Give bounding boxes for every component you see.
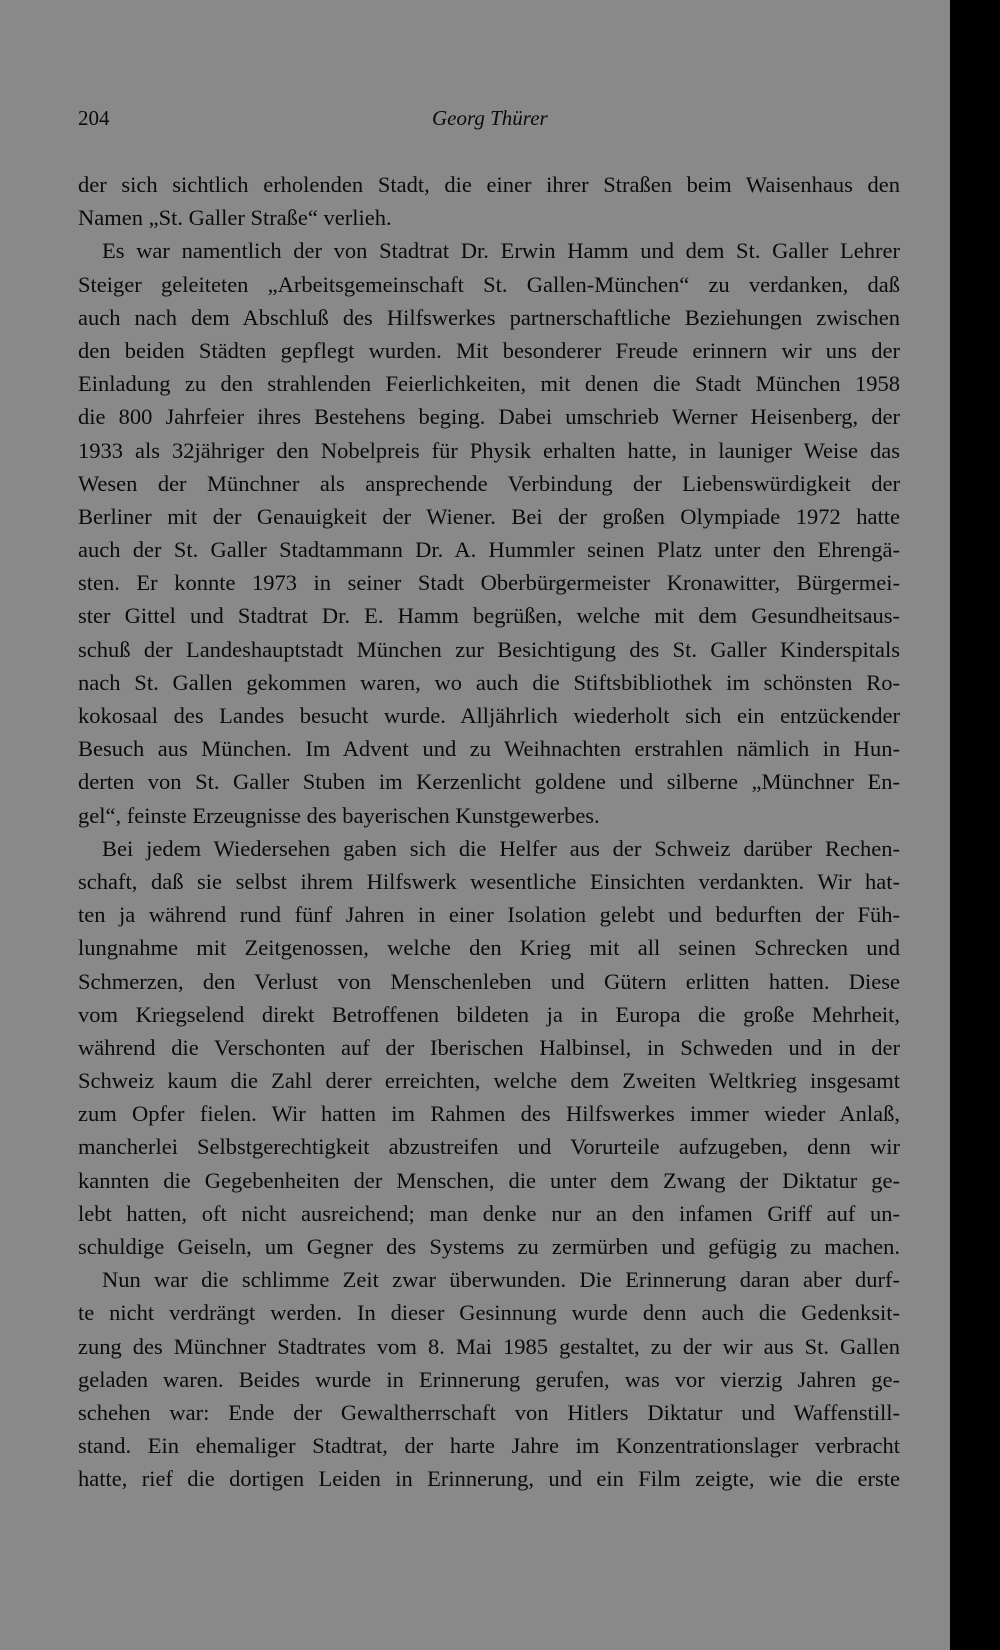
text-line: der sich sichtlich erholenden Stadt, die einer ihrer Straßen beim Waisenhaus den [78,172,900,197]
text-line: sten. Er konnte 1973 in seiner Stadt Oberbürgermeister Kronawitter, Bürgermei- [78,570,900,596]
text-line: Wesen der Münchner als ansprechende Verbindung der Liebenswürdigkeit der [78,470,900,496]
text-line: hatte, rief die dortigen Leiden in Erinnerung, und ein Film zeigte, wie die erste [78,1466,900,1492]
text-line: Einladung zu den strahlenden Feierlichkeiten, mit denen die Stadt München 1958 [78,371,900,397]
text-line: schuß der Landeshauptstadt München zur Besichtigung des St. Galler Kinderspitals [78,636,900,662]
text-line: ten ja während rund fünf Jahren in einer Isolation gelebt und bedurften der Füh- [78,902,900,928]
text-line: derten von St. Galler Stuben im Kerzenlicht goldene und silberne „Münchner En- [78,769,900,795]
text-line: mancherlei Selbstgerechtigkeit abzustreifen und Vorurteile aufzugeben, denn wir [78,1134,900,1160]
text-line: ster Gittel und Stadtrat Dr. E. Hamm begrüßen, welche mit dem Gesundheitsaus- [78,603,900,629]
text-line: Schweiz kaum die Zahl derer erreichten, welche dem Zweiten Weltkrieg insgesamt [78,1068,900,1094]
text-line: auch der St. Galler Stadtammann Dr. A. Hummler seinen Platz unter den Ehrengä- [78,537,900,563]
text-line: stand. Ein ehemaliger Stadtrat, der harte Jahre im Konzentrationslager verbracht [78,1433,900,1459]
text-line: Steiger geleiteten „Arbeitsgemeinschaft St. Gallen-München“ zu verdanken, daß [78,271,900,297]
text-line: te nicht verdrängt werden. In dieser Gesinnung wurde denn auch die Gedenksit- [78,1300,900,1326]
text-line: vom Kriegselend direkt Betroffenen bildeten ja in Europa die große Mehrheit, [78,1001,900,1027]
text-line: die 800 Jahrfeier ihres Bestehens beging. Dabei umschrieb Werner Heisenberg, der [78,404,900,430]
text-line: 1933 als 32jähriger den Nobelpreis für Physik erhalten hatte, in launiger Weise das [78,437,900,463]
text-line: kokosaal des Landes besucht wurde. Alljährlich wiederholt sich ein entzückender [78,703,900,728]
text-line: gel“, feinste Erzeugnisse des bayerischen Kunstgewerbes. [78,802,600,828]
text-line: Schmerzen, den Verlust von Menschenleben und Gütern erlitten hatten. Diese [78,968,900,994]
text-line: geladen waren. Beides wurde in Erinnerung gerufen, was vor vierzig Jahren ge- [78,1366,900,1392]
text-line: zung des Münchner Stadtrates vom 8. Mai 1985 gestaltet, zu der wir aus St. Gallen [78,1333,900,1359]
text-line: Nun war die schlimme Zeit zwar überwunden. Die Erinnerung daran aber durf- [102,1267,900,1293]
text-line: Berliner mit der Genauigkeit der Wiener. Bei der großen Olympiade 1972 hatte [78,503,900,529]
text-line: Besuch aus München. Im Advent und zu Weihnachten erstrahlen nämlich in Hun- [78,736,900,762]
text-line: lungnahme mit Zeitgenossen, welche den Krieg mit all seinen Schrecken und [78,935,900,961]
text-line: schaft, daß sie selbst ihrem Hilfswerk wesentliche Einsichten verdankten. Wir hat- [78,868,900,894]
text-line: auch nach dem Abschluß des Hilfswerkes partnerschaftliche Beziehungen zwischen [78,304,900,330]
text-line: lebt hatten, oft nicht ausreichend; man denke nur an den infamen Griff auf un- [78,1200,900,1226]
text-line: zum Opfer fielen. Wir hatten im Rahmen des Hilfswerkes immer wieder Anlaß, [78,1101,900,1127]
text-line: Es war namentlich der von Stadtrat Dr. Erwin Hamm und dem St. Galler Lehrer [102,238,900,264]
text-line: schehen war: Ende der Gewaltherrschaft von Hitlers Diktatur und Waffenstill- [78,1399,900,1425]
text-line: während die Verschonten auf der Iberischen Halbinsel, in Schweden und in der [78,1034,900,1060]
text-line: schuldige Geiseln, um Gegner des Systems zu zermürben und gefügig zu machen. [78,1234,900,1259]
text-line: Bei jedem Wiedersehen gaben sich die Helfer aus der Schweiz darüber Rechen- [102,835,900,861]
text-line: Namen „St. Galler Straße“ verlieh. [78,205,392,231]
running-head: Georg Thürer [432,106,548,130]
text-line: nach St. Gallen gekommen waren, wo auch die Stiftsbibliothek im schönsten Ro- [78,669,900,695]
body-text [78,168,900,1496]
text-line: den beiden Städten gepflegt wurden. Mit besonderer Freude erinnern wir uns der [78,337,900,363]
text-line: kannten die Gegebenheiten der Menschen, die unter dem Zwang der Diktatur ge- [78,1167,900,1193]
page-number: 204 [78,106,110,130]
